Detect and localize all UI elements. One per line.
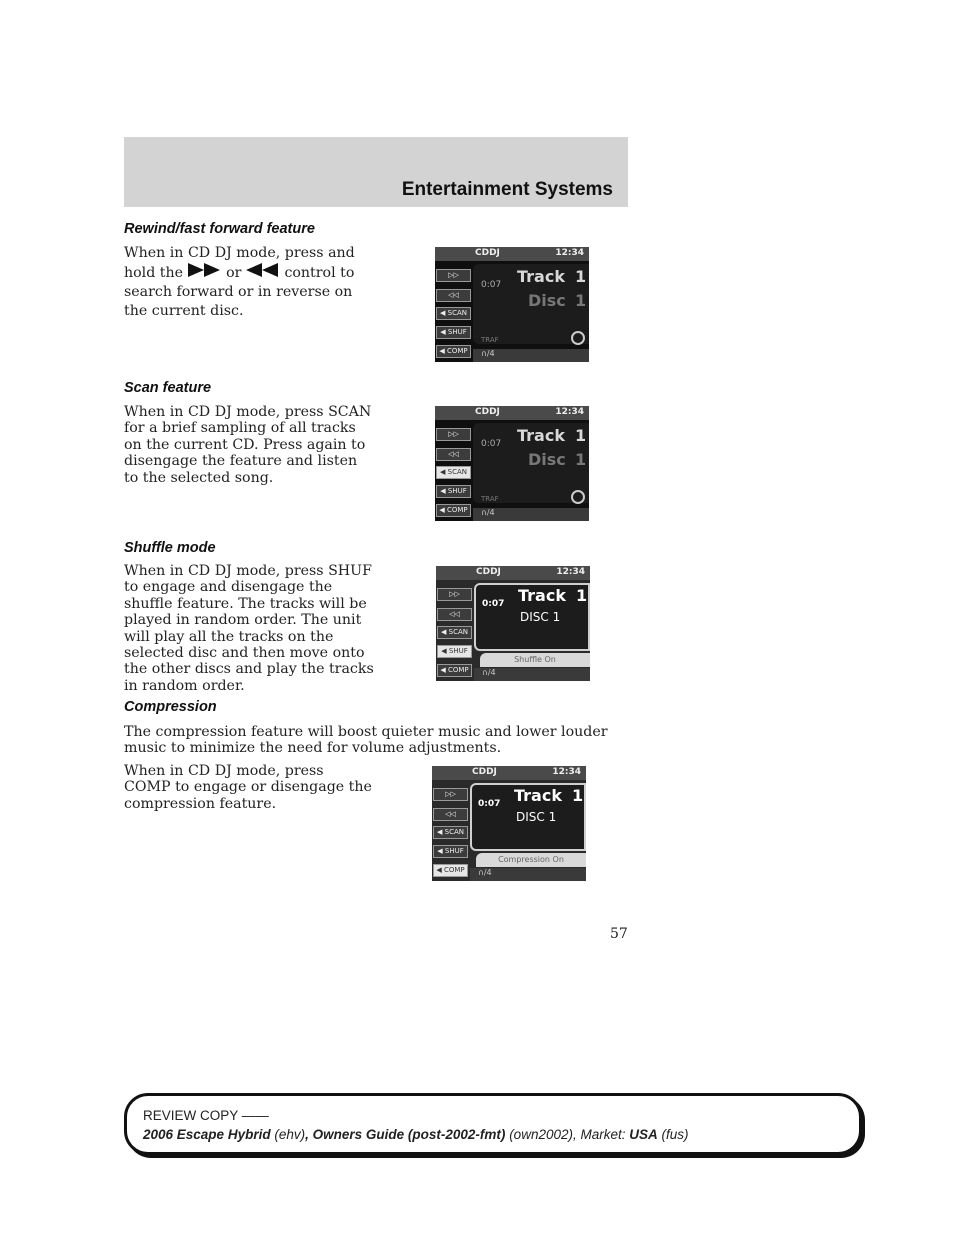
section-header-bar xyxy=(124,137,628,207)
radio-display-rewind xyxy=(435,247,589,362)
footer-line-2 xyxy=(143,1127,689,1142)
display-comp-button-active: ◀ COMP xyxy=(433,864,468,877)
display-scan-button: ◀ SCAN xyxy=(436,307,471,320)
display-status-shuffle: Shuffle On xyxy=(480,653,590,667)
footer-market: USA xyxy=(629,1127,658,1142)
display-disc-number: 1 xyxy=(575,450,587,469)
display-time: 0:07 xyxy=(478,799,501,809)
display-clock: 12:34 xyxy=(555,248,584,258)
radio-display-compression xyxy=(432,766,586,881)
footer-line-1: REVIEW COPY —— xyxy=(143,1108,269,1123)
display-ff-button: ▷▷ xyxy=(436,269,471,282)
display-mode: CDDJ xyxy=(472,767,497,777)
display-track-label: Track xyxy=(514,786,562,805)
footer-market-label: , Market: xyxy=(572,1127,626,1142)
display-track-label: Track xyxy=(517,426,565,445)
section-title-compression: Compression xyxy=(124,699,217,715)
display-comp-button: ◀ COMP xyxy=(436,345,471,358)
compression-paragraph-2: When in CD DJ mode, press COMP to engage or disengage the compression feature. xyxy=(124,763,372,812)
display-track-label: Track xyxy=(518,586,566,605)
display-disc-number: 1 xyxy=(575,291,587,310)
display-ff-button: ▷▷ xyxy=(437,588,472,601)
display-status-compression: Compression On xyxy=(476,853,586,867)
display-clock: 12:34 xyxy=(556,567,585,577)
rewind-text-before: When in CD DJ mode, press and hold the xyxy=(124,245,355,281)
display-track-number: 1 xyxy=(575,267,587,286)
display-time: 0:07 xyxy=(481,439,502,449)
display-traf: TRAF xyxy=(481,336,499,344)
display-clock: 12:34 xyxy=(552,767,581,777)
cd-icon xyxy=(571,490,585,504)
review-copy-footer xyxy=(124,1093,862,1155)
display-mode: CDDJ xyxy=(476,567,501,577)
display-bottom-icon: ∩/4 xyxy=(481,349,495,358)
display-shuf-button: ◀ SHUF xyxy=(436,326,471,339)
display-track-number: 1 xyxy=(572,786,584,805)
display-rew-button: ◁◁ xyxy=(433,808,468,821)
display-bottom-icon: ∩/4 xyxy=(481,508,495,517)
display-rew-button: ◁◁ xyxy=(436,448,471,461)
display-bottom-icon: ∩/4 xyxy=(482,668,496,677)
display-track-number: 1 xyxy=(575,426,587,445)
display-comp-button: ◀ COMP xyxy=(436,504,471,517)
page-title: Entertainment Systems xyxy=(401,179,613,200)
footer-guide-code: (own2002) xyxy=(509,1127,573,1142)
display-disc-label: Disc xyxy=(528,291,566,310)
display-ff-button: ▷▷ xyxy=(433,788,468,801)
footer-model: 2006 Escape Hybrid xyxy=(143,1127,271,1142)
section-title-scan: Scan feature xyxy=(124,380,212,396)
section-title-shuffle: Shuffle mode xyxy=(124,540,216,556)
cd-icon xyxy=(571,331,585,345)
display-shuf-button: ◀ SHUF xyxy=(436,485,471,498)
display-time: 0:07 xyxy=(482,599,505,609)
footer-model-code: (ehv) xyxy=(274,1127,306,1142)
display-rew-button: ◁◁ xyxy=(437,608,472,621)
scan-paragraph: When in CD DJ mode, press SCAN for a brief sampling of all tracks on the current CD. Press again to disengage the feature and listen to the selected song. xyxy=(124,404,372,486)
footer-sep: , xyxy=(305,1127,309,1142)
display-bottom-icon: ∩/4 xyxy=(478,868,492,877)
display-shuf-button-active: ◀ SHUF xyxy=(437,645,472,658)
rewind-icon xyxy=(246,263,280,283)
display-mode: CDDJ xyxy=(475,407,500,417)
display-scan-button: ◀ SCAN xyxy=(437,626,472,639)
page-number: 57 xyxy=(610,926,628,942)
display-ff-button: ▷▷ xyxy=(436,428,471,441)
display-disc-label: DISC 1 xyxy=(516,810,557,824)
shuffle-paragraph: When in CD DJ mode, press SHUF to engage and disengage the shuffle feature. The tracks will be played in random order. The unit will play all the tracks on the selected disc and then move onto the other discs and play the tracks in random order. xyxy=(124,563,374,694)
display-shuf-button: ◀ SHUF xyxy=(433,845,468,858)
display-mode: CDDJ xyxy=(475,248,500,258)
footer-guide: Owners Guide (post-2002-fmt) xyxy=(312,1127,506,1142)
rewind-text-after: control to search forward or in reverse on the current disc. xyxy=(124,265,355,319)
display-clock: 12:34 xyxy=(555,407,584,417)
display-scan-button-active: ◀ SCAN xyxy=(436,466,471,479)
section-title-rewind: Rewind/fast forward feature xyxy=(124,221,315,237)
display-traf: TRAF xyxy=(481,495,499,503)
display-disc-label: DISC 1 xyxy=(520,610,561,624)
display-comp-button: ◀ COMP xyxy=(437,664,472,677)
display-track-label: Track xyxy=(517,267,565,286)
display-track-number: 1 xyxy=(576,586,588,605)
rewind-paragraph xyxy=(124,244,374,321)
display-rew-button: ◁◁ xyxy=(436,289,471,302)
display-time: 0:07 xyxy=(481,280,502,290)
radio-display-scan xyxy=(435,406,589,521)
display-scan-button: ◀ SCAN xyxy=(433,826,468,839)
radio-display-shuffle xyxy=(436,566,590,681)
display-disc-label: Disc xyxy=(528,450,566,469)
compression-paragraph-1: The compression feature will boost quieter music and lower louder music to minimize the need for volume adjustments. xyxy=(124,724,608,757)
rewind-text-or: or xyxy=(226,265,242,281)
fast-forward-icon xyxy=(188,263,222,283)
footer-market-code: (fus) xyxy=(661,1127,689,1142)
